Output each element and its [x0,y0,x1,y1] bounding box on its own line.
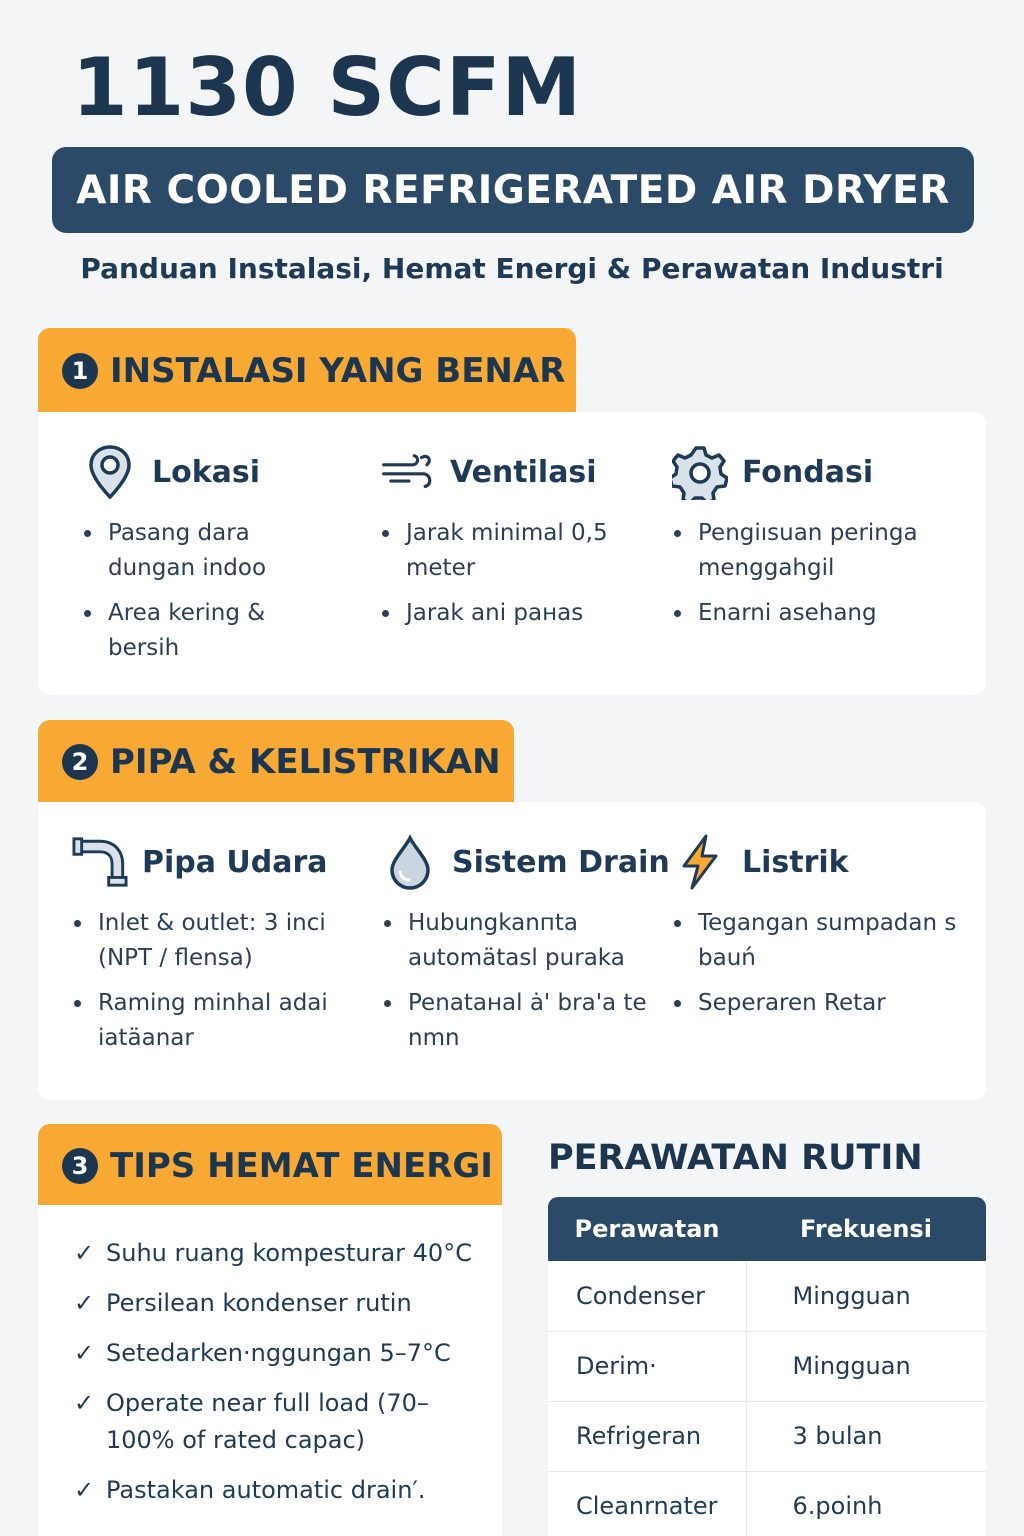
bullet-item: Raming minhal adai iatäanar [72,986,372,1056]
table-header: Perawatan [548,1197,746,1261]
section-3-number: 3 [62,1148,98,1184]
check-icon: ✓ [74,1389,95,1417]
fondasi-heading: Fondasi [742,454,874,490]
check-icon: ✓ [74,1339,95,1367]
tips-card [38,1205,502,1536]
bullet-item: Tegangan sumpadan s bauń [672,906,972,976]
table-row [548,1331,986,1401]
gear-icon [672,444,728,500]
section-3-title: TIPS HEMAT ENERGI [110,1146,493,1186]
bullet-item: Jarak ani ранas [380,596,640,631]
sistem-drain-heading: Sistem Drain [452,844,670,880]
section-2-number: 2 [62,744,98,780]
lightning-icon [672,834,728,890]
bullet-item: Pengiısuan peringa menggahgil [672,516,972,586]
pipe-icon [72,834,128,890]
section-1-number: 1 [62,353,98,389]
sistem-drain-column [382,832,672,1066]
tip-text: Operate near full load (70–100% of rated capac) [106,1389,429,1454]
table-row [548,1471,986,1536]
bullet-item: Enarni asehang [672,596,972,631]
tip-item [74,1235,502,1272]
table-cell: Cleanrnater [548,1471,746,1536]
table-cell: Refrigeran [548,1401,746,1471]
table-row [548,1261,986,1331]
ventilasi-column [380,442,640,641]
section-1-tab [38,328,576,414]
lokasi-column [82,442,342,676]
maintenance-table [548,1197,986,1536]
section-2-tab [38,720,514,804]
bullet-item: Area kering & bersih [82,596,342,666]
listrik-column [672,832,972,1031]
water-drop-icon [382,834,438,890]
table-row [548,1401,986,1471]
product-banner: AIR COOLED REFRIGERATED AIR DRYER [52,147,974,233]
table-cell: Condenser [548,1261,746,1331]
tip-item [74,1385,502,1459]
check-icon: ✓ [74,1289,95,1317]
location-pin-icon [82,444,138,500]
check-icon: ✓ [74,1239,95,1267]
subtitle: Panduan Instalasi, Hemat Energi & Perawatan Industri [80,252,944,285]
table-header: Frekuensi [746,1197,986,1261]
tip-text: Suhu ruang kompesturar 40°C [106,1239,472,1267]
pipa-udara-column [72,832,372,1066]
listrik-heading: Listrik [742,844,849,880]
tip-item [74,1472,502,1509]
ventilasi-heading: Ventilasi [450,454,597,490]
page-title: 1130 SCFM [72,41,583,134]
section-2-card [38,802,986,1100]
bullet-item: Penataнal ȧ' bra'a te nmn [382,986,672,1056]
table-cell: Mingguan [746,1331,986,1401]
bullet-item: Inlet & outlet: 3 inci (NPT / flensa) [72,906,372,976]
bullet-item: Pasang dara dungan indoo [82,516,342,586]
fondasi-column [672,442,972,641]
section-3-tab [38,1124,502,1208]
bullet-item: Hubungkanпta automätasl puraka [382,906,672,976]
tip-text: Persilean kondenser rutin [106,1289,412,1317]
tip-text: Setedarken·nggungan 5–7°C [106,1339,451,1367]
tip-text: Pastakan automatic drain′. [106,1476,426,1504]
pipa-udara-heading: Pipa Udara [142,844,328,880]
maintenance-title: PERAWATAN RUTIN [548,1138,923,1178]
bullet-item: Seperaren Retar [672,986,972,1021]
section-1-card [38,412,986,695]
section-1-title: INSTALASI YANG BENAR [110,351,566,391]
lokasi-heading: Lokasi [152,454,261,490]
tip-item [74,1335,502,1372]
table-cell: 3 bulan [746,1401,986,1471]
tip-item [74,1285,502,1322]
wind-icon [380,444,436,500]
table-cell: 6.poinh [746,1471,986,1536]
bullet-item: Jarak minimal 0,5 meter [380,516,640,586]
check-icon: ✓ [74,1476,95,1504]
section-2-title: PIPA & KELISTRIKAN [110,742,501,782]
table-cell: Mingguan [746,1261,986,1331]
table-cell: Derim· [548,1331,746,1401]
